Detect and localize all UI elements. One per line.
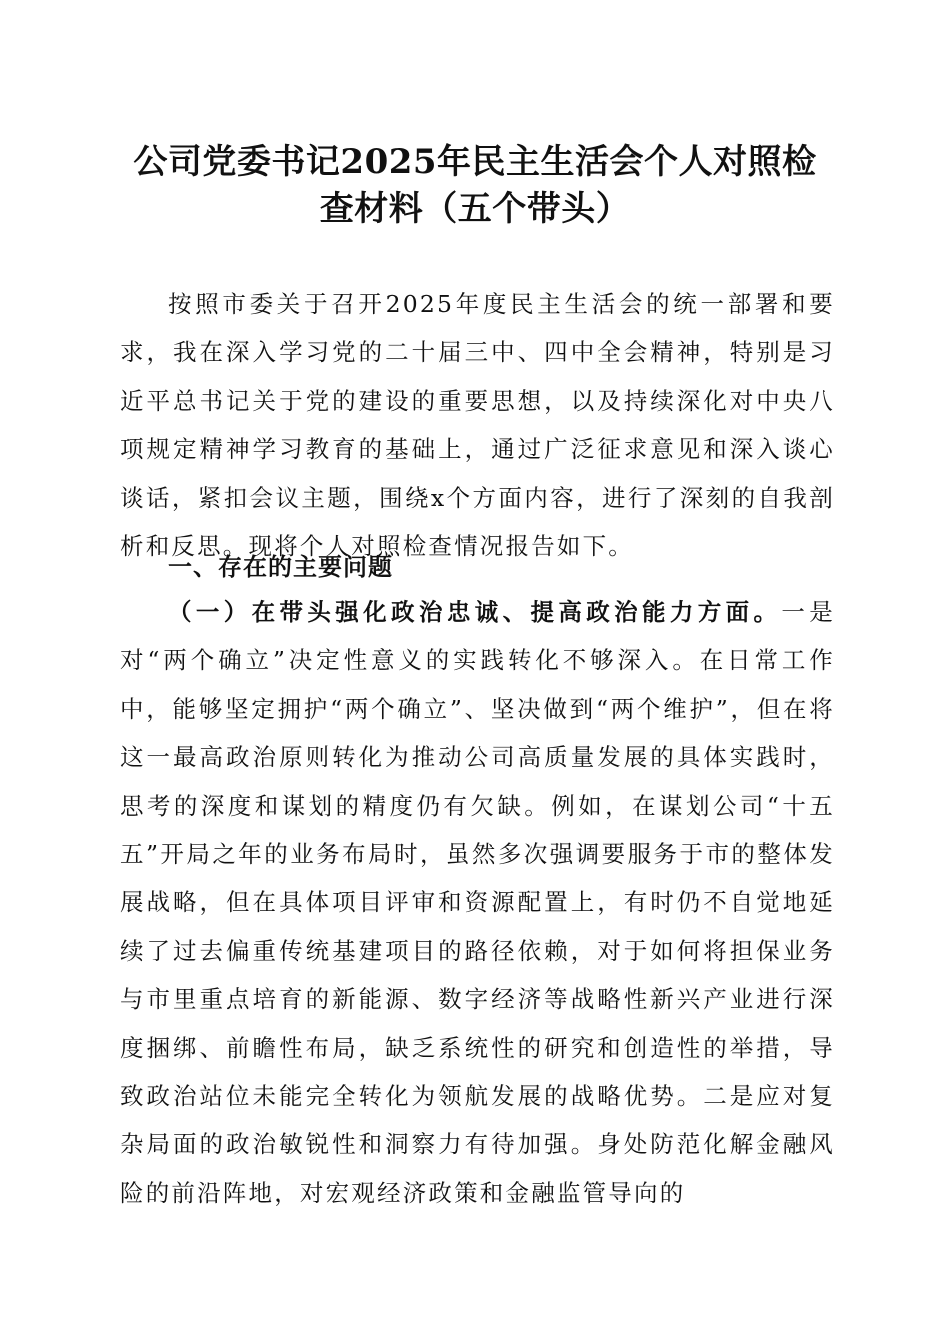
section-heading-problems: 一、存在的主要问题: [168, 553, 393, 581]
section-1-lead: （一）在带头强化政治忠诚、提高政治能力方面。: [168, 598, 782, 626]
intro-paragraph: 按照市委关于召开2025年度民主生活会的统一部署和要求，我在深入学习党的二十届三中、四中全会精神，特别是习近平总书记关于党的建设的重要思想，以及持续深化对中央八项规定精神学习教育的基础上，通过广泛征求意见和深入谈心谈话，紧扣会议主题，围绕x个方面内容，进行了深刻的自我剖析和反思。现将个人对照检查情况报告如下。: [120, 290, 835, 561]
section-1-body: 一是对“两个确立”决定性意义的实践转化不够深入。在日常工作中，能够坚定拥护“两个确立”、坚决做到“两个维护”，但在将这一最高政治原则转化为推动公司高质量发展的具体实践时，思考的深度和谋划的精度仍有欠缺。例如，在谋划公司“十五五”开局之年的业务布局时，虽然多次强调要服务于市的整体发展战略，但在具体项目评审和资源配置上，有时仍不自觉地延续了过去偏重传统基建项目的路径依赖，对于如何将担保业务与市里重点培育的新能源、数字经济等战略性新兴产业进行深度捆绑、前瞻性布局，缺乏系统性的研究和创造性的举措，导致政治站位未能完全转化为领航发展的战略优势。二是应对复杂局面的政治敏锐性和洞察力有待加强。身处防范化解金融风险的前沿阵地，对宏观经济政策和金融监管导向的: [120, 598, 835, 1207]
document-title-line-1: 公司党委书记2025年民主生活会个人对照检: [133, 142, 817, 182]
section-1-paragraph: [120, 588, 835, 1217]
document-title-line-2: 查材料（五个带头）: [319, 189, 631, 229]
